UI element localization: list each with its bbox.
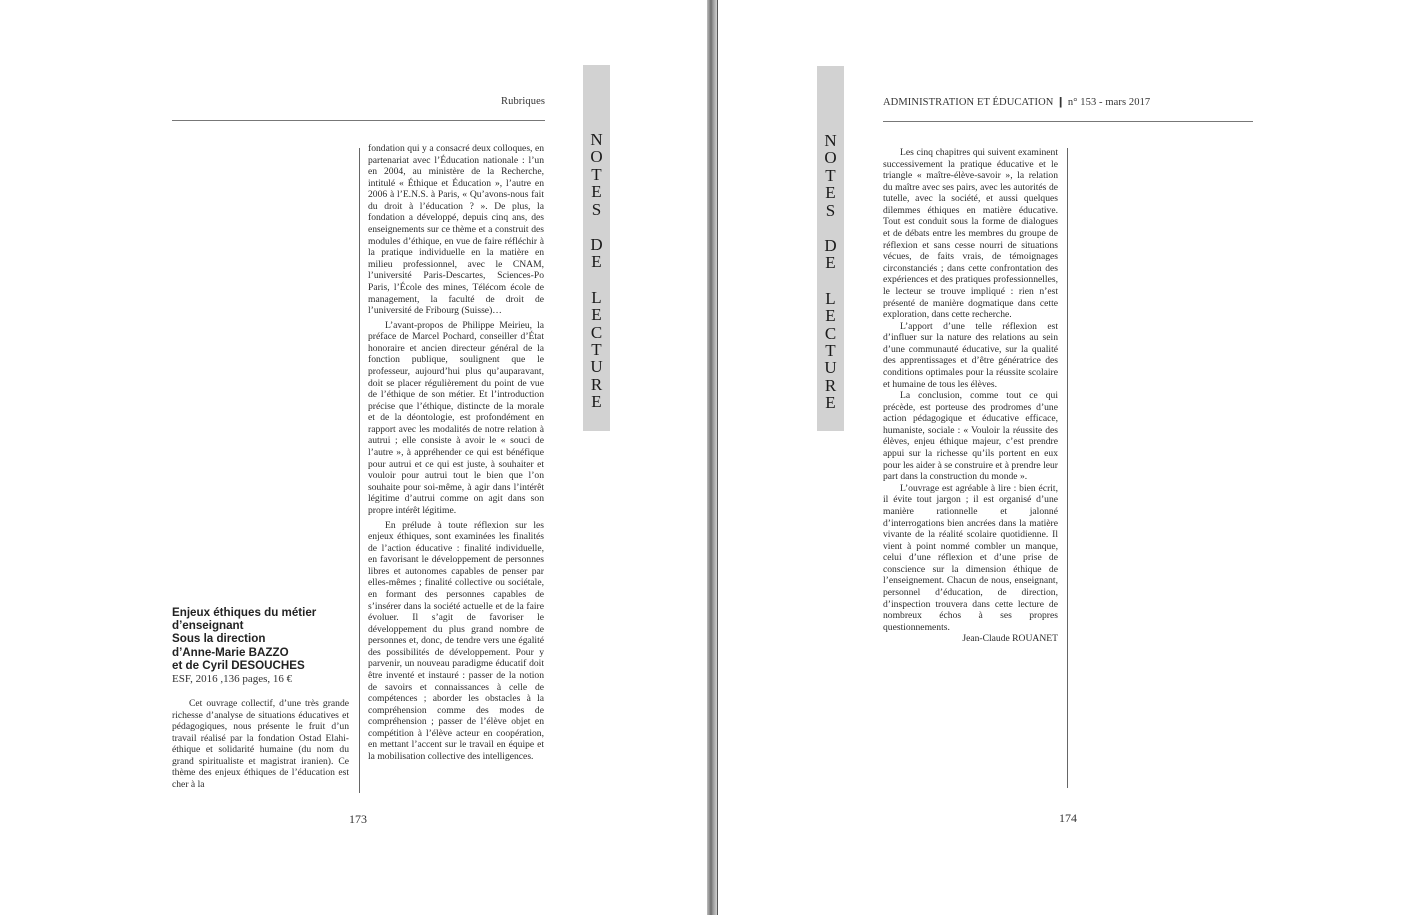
body-paragraph: La conclusion, comme tout ce qui précède, est porteuse des prodromes d’une action pédagogique et éducative efficace, humaniste, sociale : « Vouloir la réussite des élèves, enjeu éthique majeur, c’est prendre appui sur la richesse qu’ils portent en eux pour les aider à se construire et à prendre leur part dans la construction du monde ». — [883, 390, 1059, 483]
book-reference — [172, 606, 352, 672]
body-column-right — [883, 147, 1058, 645]
body-paragraph: fondation qui y a consacré deux colloques, en partenariat avec l’Éducation nationale : l’un en 2004, au ministère de la Recherche, intitulé « Éthique et Éducation », l’autre en 2006 à l’E.N.S. à Paris, « Qu’avons-nous fait du droit à l’éducation ? ». De plus, la fondation a développé, depuis cinq ans, des enseignements sur ce thème et a construit des modules d’éthique, en vue de faire réfléchir à la pratique individuelle en la matière en milieu professionnel, avec le CNAM, l’université Paris-Descartes, Sciences-Po Paris, l’École des mines, Télécom école de management, la faculté de droit de l’université de Fribourg (Suisse)… — [368, 143, 544, 317]
band-letter: E — [591, 305, 602, 325]
band-letter: O — [824, 148, 837, 168]
running-head-right — [883, 96, 1150, 108]
band-letter: S — [591, 199, 602, 219]
header-rule-left — [172, 120, 545, 121]
band-letter: T — [591, 340, 602, 360]
band-letter: E — [825, 306, 836, 326]
band-letter: D — [590, 235, 603, 255]
band-letter: E — [825, 183, 836, 203]
band-letter: L — [591, 287, 602, 307]
band-letter: C — [824, 323, 837, 343]
body-paragraph: L’apport d’une telle réflexion est d’influer sur la nature des relations au sein d’une communauté éducative, sur la qualité des apprentissages et d’être génératrice des conditions optimales pour la réussite scolaire et humaine de tous les élèves. — [883, 320, 1058, 390]
band-letter: C — [590, 322, 603, 342]
band-letter: E — [825, 253, 836, 273]
book-author2: et de Cyril DESOUCHES — [172, 658, 305, 672]
band-letter: R — [824, 375, 837, 395]
band-letter: O — [590, 147, 603, 167]
band-letter: U — [824, 358, 837, 378]
band-letter: S — [825, 200, 836, 220]
band-letter: N — [824, 131, 837, 150]
band-letter: E — [591, 392, 602, 412]
journal-name: ADMINISTRATION ET ÉDUCATION — [883, 97, 1054, 108]
body-paragraph: L’avant-propos de Philippe Meirieu, la préface de Marcel Pochard, conseiller d’État honoraire et ancien directeur général de la fonction publique, soulignent que le professeur, aujourd’hui plus qu’auparavant, doit se placer régulièrement du point de vue de l’éthique de son métier. Et l’introduction précise que l’éthique, distincte de la morale et de la déontologie, est profondément en rapport avec les modalités de notre relation à autrui ; elle consiste à avoir le « souci de l’autre », à appréhender ce qui est bénéfique pour autrui et ce qui est juste, à souhaiter et vouloir pour autrui tout le bien que l’on souhaite pour soi-même, à agir dans l’intérêt légitime d’autrui comme on agit dans son propre intérêt légitime. — [368, 319, 544, 516]
body-paragraph: Les cinq chapitres qui suivent examinent successivement la pratique éducative et le triangle « maître-élève-savoir », la relation du maître avec ses pairs, avec les autorités de tutelle, avec la société, et aussi quelques dilemmes éthiques en matière éducative. Tout est conduit sous la forme de dialogues et de débats entre les membres du groupe de réflexion et sans cesse nourri de situations vécues, de faits vrais, de témoignages circonstanciés ; dans cette confrontation des expériences et des pratiques professionnelles, le lecteur se trouve impliqué : rien n’est présenté de manière dogmatique dans cette exploration, dans cette recherche. — [883, 147, 1058, 321]
column-rule-left — [359, 148, 360, 793]
band-letter: E — [591, 252, 602, 272]
issue-info: n° 153 - mars 2017 — [1067, 97, 1151, 108]
book-direction: Sous la direction — [172, 632, 266, 646]
band-letter: E — [825, 393, 836, 413]
running-head-left: Rubriques — [501, 96, 546, 107]
body-paragraph: L’ouvrage est agréable à lire : bien écrit, il évite tout jargon ; il est organisé d’une manière rationnelle et jalonné d’interrogations bien ancrées dans la matière vivante de la réalité scolaire quotidienne. Il vient à point nommé combler un manque, celui d’une réflexion et d’une prise de conscience sur la dimension éthique de l’enseignement. Chacun de nous, enseignant, personnel d’éducation, de direction, d’inspection trouvera dans cette lecture de nombreux échos à ses propres questionnements. — [883, 482, 1058, 633]
page-number-left: 173 — [349, 812, 367, 826]
section-band-left — [583, 65, 610, 431]
book-publisher: ESF, 2016 ,136 pages, 16 € — [172, 673, 293, 685]
right-page — [717, 0, 1426, 915]
body-column-left — [368, 143, 544, 763]
section-band-right — [817, 66, 844, 431]
band-letter: E — [591, 182, 602, 202]
body-paragraph: En prélude à toute réflexion sur les enjeux éthiques, sont examinées les finalités de l’action éducative : finalité individuelle, en favorisant le développement de personnes libres et autonomes capables de penser par elles-mêmes ; finalité collective ou sociétale, en formant des personnes capables de s’insérer dans la société actuelle et de la faire évoluer. Il s’agit de favoriser le développement du plus grand nombre de personnes et, donc, de tendre vers une égalité des possibilités de développement. Pour y parvenir, un nouveau paradigme éducatif doit être inventé et instauré : passer de la notion de savoirs et connaissances à celle de compétences ; aborder les obstacles à la compréhension comme des modes de compréhension ; passer de l’élève objet en compétition à l’élève acteur en coopération, en mettant l’accent sur le travail en équipe et la mobilisation collective des intelligences. — [368, 519, 544, 763]
left-page — [0, 0, 707, 915]
book-title-line2: d’enseignant — [172, 619, 244, 633]
band-letter: U — [590, 357, 603, 377]
band-letter: T — [591, 164, 602, 184]
band-letter: T — [825, 165, 836, 185]
column-rule-right — [1067, 148, 1068, 788]
book-author1: d’Anne-Marie BAZZO — [172, 645, 289, 659]
band-letter: N — [590, 130, 603, 149]
band-letter: D — [824, 236, 837, 256]
band-letter: T — [825, 341, 836, 361]
band-letter: R — [590, 374, 603, 394]
book-title-line1: Enjeux éthiques du métier — [172, 606, 317, 619]
separator: ❙ — [1056, 97, 1066, 108]
header-rule-right — [883, 121, 1253, 122]
book-gutter — [707, 0, 717, 915]
intro-paragraph: Cet ouvrage collectif, d’une très grande richesse d’analyse de situations éducatives et pédagogiques, nous présente le fruit d’un travail réalisé par la fondation Ostad Elahi-éthique et solidarité humaine (du nom du grand spiritualiste et magistrat iranien). Ce thème des enjeux éthiques de l’éducation est cher à la — [172, 698, 349, 791]
page-number-right: 174 — [1059, 811, 1077, 825]
band-letter: L — [825, 288, 836, 308]
review-signature: Jean-Claude ROUANET — [962, 633, 1058, 645]
intro-column — [172, 698, 349, 791]
